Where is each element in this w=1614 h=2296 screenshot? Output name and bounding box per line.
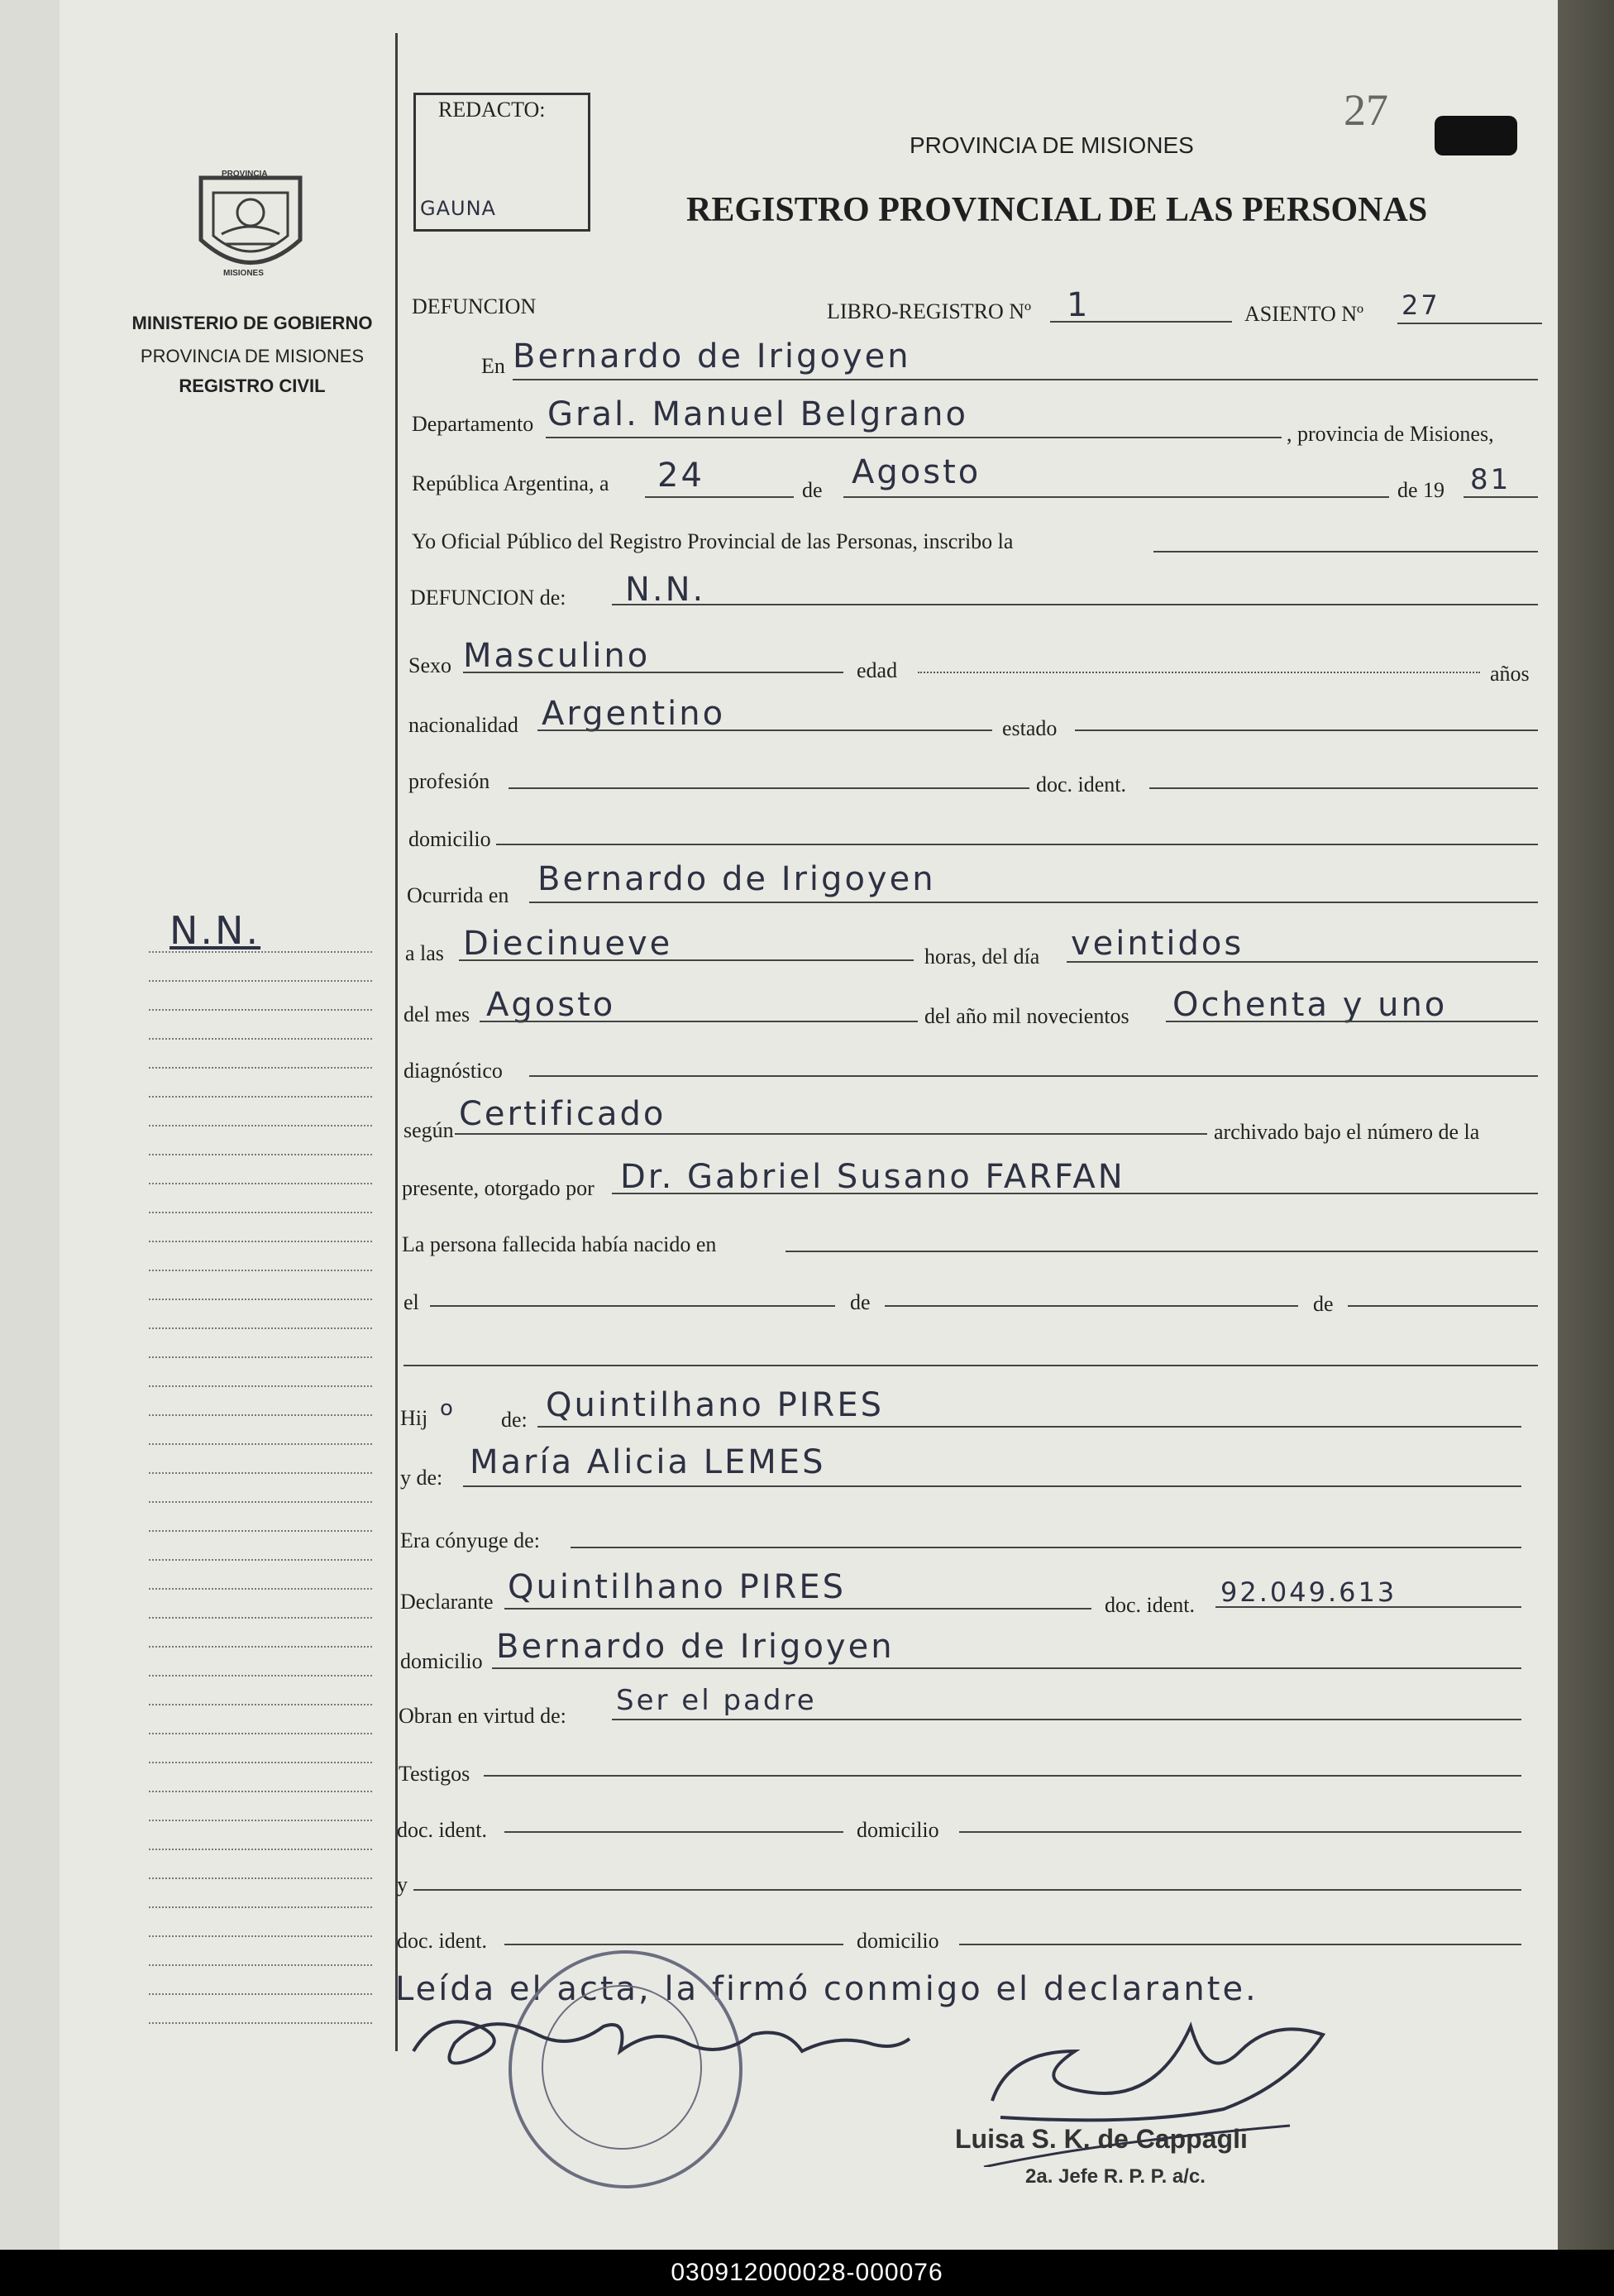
nacido-label: La persona fallecida había nacido en [402,1232,717,1256]
closing-text: Leída el acta, la firmó conmigo el declarante. [395,1970,1258,2008]
seal-text-top: PROVINCIA [222,170,268,179]
presente-value: Dr. Gabriel Susano FARFAN [620,1158,1125,1196]
declarante-domicilio-value: Bernardo de Irigoyen [496,1628,895,1666]
declarante-doc-label: doc. ident. [1105,1593,1196,1617]
defuncion-de-label: DEFUNCION de: [410,586,566,610]
ministry-line1: MINISTERIO DE GOBIERNO [131,313,373,333]
sexo-value: Masculino [463,637,651,675]
margin-divider [395,33,398,2051]
redacto-label: REDACTO: [438,98,546,122]
declarante-value: Quintilhano PIRES [508,1568,846,1606]
t2-doc-label: doc. ident. [397,1929,488,1953]
en-value: Bernardo de Irigoyen [513,337,911,375]
obran-value: Ser el padre [616,1684,817,1717]
official-name: Luisa S. K. de Cappagli [955,2124,1248,2154]
domicilio-label: domicilio [408,827,491,851]
segun-label: según [404,1118,454,1142]
declarante-label: Declarante [400,1590,494,1614]
year-value: 81 [1470,463,1511,496]
ministry-line3: REGISTRO CIVIL [179,375,326,396]
en-label: En [481,354,505,378]
asiento-value: 27 [1402,289,1440,321]
ocurrida-label: Ocurrida en [407,883,509,907]
el-label: el [404,1290,419,1314]
estado-label: estado [1002,716,1058,740]
hij-label: Hij [400,1406,428,1430]
provincia-label: , provincia de Misiones, [1287,422,1494,446]
folio-number: 27 [1344,85,1388,135]
ministry-line2: PROVINCIA DE MISIONES [140,346,365,366]
declarante-doc-value: 92.049.613 [1220,1576,1397,1608]
presente-label: presente, otorgado por [402,1176,595,1200]
nacionalidad-label: nacionalidad [408,713,518,737]
de-label-2: de [850,1290,871,1314]
libro-value: 1 [1067,286,1091,324]
defuncion-de-value: N.N. [625,571,706,609]
republica-label: República Argentina, a [412,471,609,495]
day-value: 24 [657,457,704,495]
edad-label: edad [857,658,898,682]
redaction-block [1435,116,1517,155]
horas-value: Diecinueve [463,925,673,963]
declarant-signature [405,1993,918,2093]
del-mes-label: del mes [404,1002,470,1026]
archivado-label: archivado bajo el número de la [1214,1120,1480,1144]
anio-label: del año mil novecientos [924,1004,1129,1028]
defuncion-heading: DEFUNCION [412,294,537,318]
registry-title: REGISTRO PROVINCIAL DE LAS PERSONAS [686,191,1428,229]
province-title: PROVINCIA DE MISIONES [910,132,1194,158]
coat-of-arms-icon [189,161,313,285]
testigos-label: Testigos [399,1762,470,1786]
sexo-label: Sexo [408,653,451,677]
redacto-value: GAUNA [420,197,496,220]
previous-page-edge [0,0,61,2250]
dia-value: veintidos [1071,925,1244,963]
conyuge-label: Era cónyuge de: [400,1528,540,1552]
oficial-text: Yo Oficial Público del Registro Provincial de las Personas, inscribo la [412,529,1014,553]
de-label-3: de [1313,1292,1334,1316]
book-edge [1558,0,1614,2250]
departamento-label: Departamento [412,412,534,436]
t2-domicilio-label: domicilio [857,1929,939,1953]
mes-value: Agosto [486,986,616,1024]
image-id-footer: 030912000028-000076 [0,2250,1614,2296]
departamento-value: Gral. Manuel Belgrano [547,395,968,433]
padre-value: Quintilhano PIRES [546,1386,884,1424]
segun-value: Certificado [459,1095,666,1133]
hij-suffix: o [440,1396,456,1421]
horas-label: horas, del día [924,945,1040,969]
y-label: y [397,1873,408,1897]
asiento-label: ASIENTO Nº [1244,302,1364,326]
diagnostico-label: diagnóstico [404,1059,503,1083]
t1-domicilio-label: domicilio [857,1818,939,1842]
year-label: de 19 [1397,478,1445,502]
seal-text-bottom: MISIONES [223,269,264,278]
libro-label: LIBRO-REGISTRO Nº [827,299,1032,323]
anio-value: Ochenta y uno [1172,986,1448,1024]
month-value: Agosto [852,453,981,491]
anos-label: años [1490,662,1530,686]
a-las-label: a las [405,941,444,965]
ocurrida-value: Bernardo de Irigoyen [537,860,936,898]
margin-name: N.N. [170,908,261,953]
madre-value: María Alicia LEMES [470,1443,826,1481]
padre-label: de: [501,1408,528,1432]
t1-doc-label: doc. ident. [397,1818,488,1842]
de-label: de [802,478,823,502]
obran-label: Obran en virtud de: [399,1704,566,1728]
nacionalidad-value: Argentino [542,695,726,733]
profesion-label: profesión [408,769,490,793]
official-title: 2a. Jefe R. P. P. a/c. [1025,2165,1206,2188]
y-de-label: y de: [400,1466,443,1490]
doc-ident-label: doc. ident. [1036,773,1127,796]
declarante-domicilio-label: domicilio [400,1649,483,1673]
